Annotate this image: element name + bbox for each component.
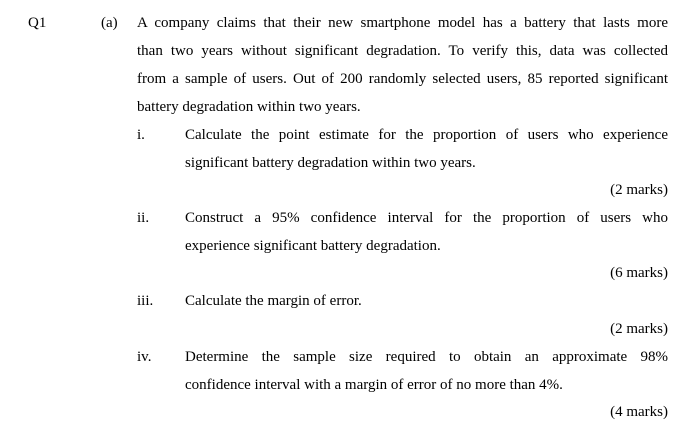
intro-line: than two years without significant degradation. To verify this, data was collected — [137, 43, 668, 59]
subpart-text-line: confidence interval with a margin of error of no more than 4%. — [185, 377, 563, 393]
question-number: Q1 — [28, 15, 47, 31]
subpart-text-line: Determine the sample size required to obtain an approximate 98% — [185, 349, 668, 365]
intro-line: battery degradation within two years. — [137, 99, 361, 115]
part-label: (a) — [101, 15, 118, 31]
subpart-text-line: experience significant battery degradation. — [185, 238, 441, 254]
subpart-label: i. — [137, 127, 145, 143]
intro-line: A company claims that their new smartphone model has a battery that lasts more — [137, 15, 668, 31]
subpart-label: iv. — [137, 349, 152, 365]
intro-line: from a sample of users. Out of 200 randomly selected users, 85 reported significant — [137, 71, 668, 87]
subpart-label: iii. — [137, 293, 154, 309]
subpart-label: ii. — [137, 210, 150, 226]
marks-label: (4 marks) — [610, 404, 668, 420]
subpart-text-line: significant battery degradation within two years. — [185, 155, 476, 171]
marks-label: (6 marks) — [610, 265, 668, 281]
marks-label: (2 marks) — [610, 182, 668, 198]
marks-label: (2 marks) — [610, 321, 668, 337]
subpart-text-line: Calculate the point estimate for the proportion of users who experience — [185, 127, 668, 143]
subpart-text-line: Calculate the margin of error. — [185, 293, 362, 309]
subpart-text-line: Construct a 95% confidence interval for the proportion of users who — [185, 210, 668, 226]
